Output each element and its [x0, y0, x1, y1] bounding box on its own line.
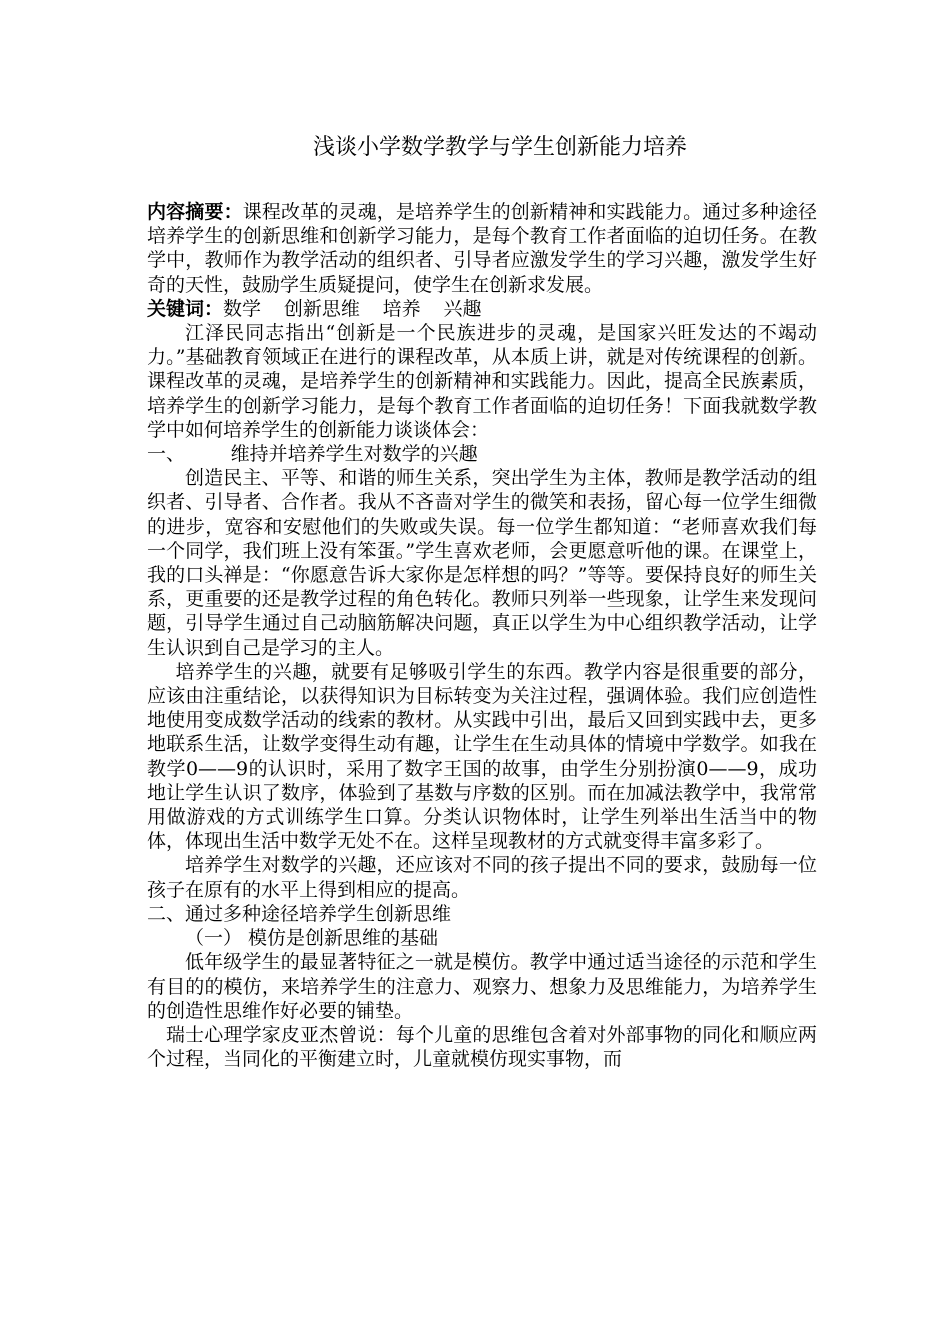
abstract-text: 课程改革的灵魂，是培养学生的创新精神和实践能力。通过多种途径培养学生的创新思维和创新学习能力，是每个教育工作者面临的迫切任务。在教学中，教师作为教学活动的组织者、引导者应激发学生的学习兴趣，激发学生好奇的天性，鼓励学生质疑提问，使学生在创新求发展。 — [147, 201, 817, 296]
document-body — [147, 200, 817, 1071]
section-2-heading: 二、通过多种途径培养学生创新思维 — [147, 902, 452, 925]
keyword-item: 培养 — [382, 297, 421, 320]
document-title: 浅谈小学数学教学与学生创新能力培养 — [312, 135, 687, 160]
keywords-line — [147, 297, 817, 321]
subsection-1-paragraph: 瑞士心理学家皮亚杰曾说：每个儿童的思维包含着对外部事物的同化和顺应两个过程，当同化的平衡建立时，儿童就模仿现实事物，而 — [147, 1023, 817, 1071]
section-1-title: 维持并培养学生对数学的兴趣 — [230, 443, 478, 466]
section-1-paragraph: 培养学生的兴趣，就要有足够吸引学生的东西。教学内容是很重要的部分，应该由注重结论，以获得知识为目标转变为关注过程，强调体验。我们应创造性地使用变成数学活动的线索的教材。从实践中引出，最后又回到实践中去，更多地联系生活，让数学变得生动有趣，让学生在生动具体的情境中学数学。如我在教学0——9的认识时，采用了数字王国的故事，由学生分别扮演0——9，成功地让学生认识了数序，体验到了基数与序数的区别。而在加减法教学中，我常常用做游戏的方式训练学生口算。分类认识物体时，让学生列举出生活当中的物体，体现出生活中数学无处不在。这样呈现教材的方式就变得丰富多彩了。 — [147, 660, 817, 853]
keyword-item: 数学 — [223, 297, 262, 320]
intro-paragraph: 江泽民同志指出“创新是一个民族进步的灵魂，是国家兴旺发达的不竭动力。”基础教育领域正在进行的课程改革，从本质上讲，就是对传统课程的创新。课程改革的灵魂，是培养学生的创新精神和实践能力。因此，提高全民族素质，培养学生的创新学习能力，是每个教育工作者面临的迫切任务！下面我就数学教学中如何培养学生的创新能力谈谈体会： — [147, 322, 817, 441]
section-1-number: 一、 — [147, 443, 186, 466]
abstract-paragraph — [147, 200, 817, 297]
abstract-label: 内容摘要： — [147, 201, 243, 223]
keyword-item: 兴趣 — [443, 297, 482, 320]
keywords-label: 关键词： — [147, 297, 224, 320]
keyword-item: 创新思维 — [283, 297, 360, 320]
section-1-paragraph: 创造民主、平等、和谐的师生关系，突出学生为主体，教师是教学活动的组织者、引导者、合作者。我从不吝啬对学生的微笑和表扬，留心每一位学生细微的进步，宽容和安慰他们的失败或失误。每一位学生都知道：“老师喜欢我们每一个同学，我们班上没有笨蛋。”学生喜欢老师，会更愿意听他的课。在课堂上，我的口头禅是：“你愿意告诉大家你是怎样想的吗？”等等。要保持良好的师生关系，更重要的还是教学过程的角色转化。教师只列举一些现象，让学生来发现问题，引导学生通过自己动脑筋解决问题，真正以学生为中心组织教学活动，让学生认识到自己是学习的主人。 — [147, 467, 817, 659]
section-1-paragraph: 培养学生对数学的兴趣，还应该对不同的孩子提出不同的要求，鼓励每一位孩子在原有的水平上得到相应的提高。 — [147, 854, 817, 901]
subsection-1-heading: （一） 模仿是创新思维的基础 — [185, 927, 439, 950]
subsection-1-paragraph: 低年级学生的最显著特征之一就是模仿。教学中通过适当途径的示范和学生有目的的模仿，来培养学生的注意力、观察力、想象力及思维能力，为培养学生的创造性思维作好必要的铺垫。 — [147, 951, 817, 1022]
section-1-heading — [147, 442, 817, 466]
